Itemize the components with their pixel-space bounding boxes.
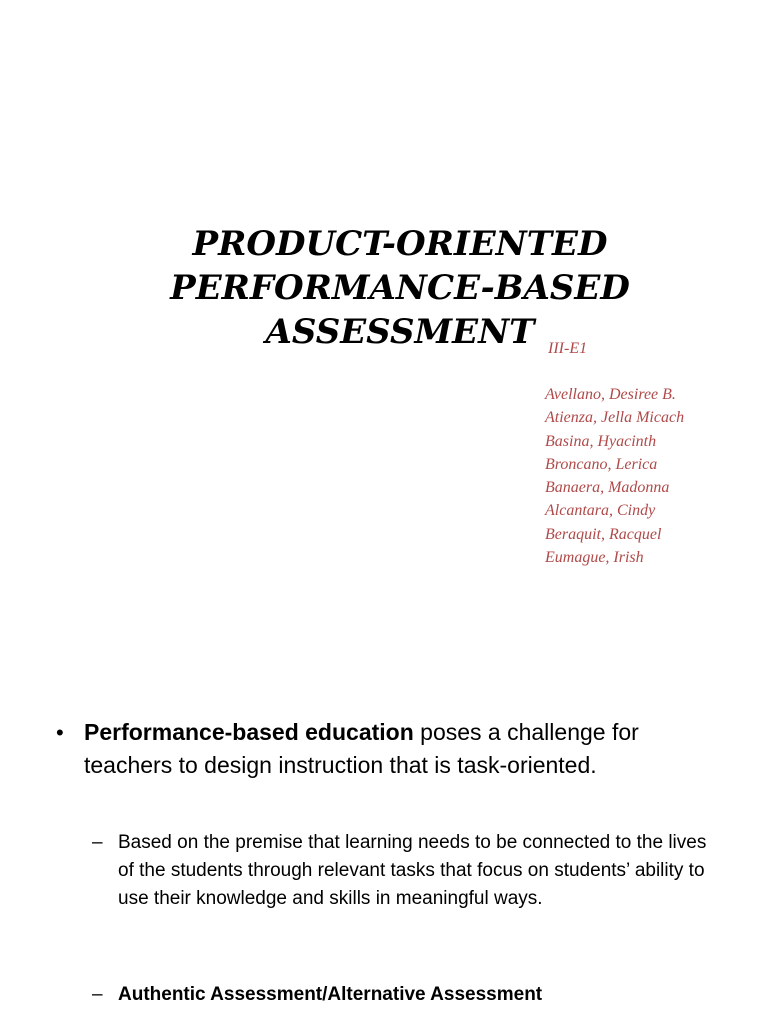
main-bullet-bold: Performance-based education <box>84 719 414 745</box>
member-name: Basina, Hyacinth <box>545 432 657 450</box>
member-name: Alcantara, Cindy <box>545 502 656 520</box>
slide-title <box>60 222 740 354</box>
dash-icon: – <box>92 832 103 853</box>
group-members-list <box>545 383 684 569</box>
member-name: Banaera, Madonna <box>545 479 670 497</box>
dash-icon: – <box>92 984 103 1005</box>
content-slide <box>0 700 768 1024</box>
member-name: Atienza, Jella Micach <box>545 409 685 427</box>
sub-bullet <box>92 981 712 1009</box>
member-name: Avellano, Desiree B. <box>545 386 676 403</box>
bullet-icon: • <box>56 720 64 745</box>
main-bullet-text <box>56 716 716 782</box>
sub-bullet <box>92 829 712 913</box>
member-name: Broncano, Lerica <box>545 455 658 473</box>
sub-bullet-text: Based on the premise that learning needs to be connected to the lives of the students through relevant tasks that focus on students’ ability to use their knowledge and skills in meaningful ways. <box>118 832 707 909</box>
sub-bullet-text <box>92 981 712 1009</box>
member-name: Eumague, Irish <box>545 549 644 567</box>
main-bullet-rest: poses a challenge for teachers to design instruction that is task-oriented. <box>84 719 639 778</box>
main-bullet <box>56 716 716 782</box>
title-line-2: PERFORMANCE-BASED <box>170 268 630 308</box>
sub-bullet-bold: Authentic Assessment/Alternative Assessment <box>118 984 543 1005</box>
section-label: III-E1 <box>548 340 588 357</box>
title-line-3: ASSESSMENT <box>265 312 535 352</box>
member-name: Beraquit, Racquel <box>545 525 662 543</box>
title-line-1: PRODUCT-ORIENTED <box>192 224 608 264</box>
